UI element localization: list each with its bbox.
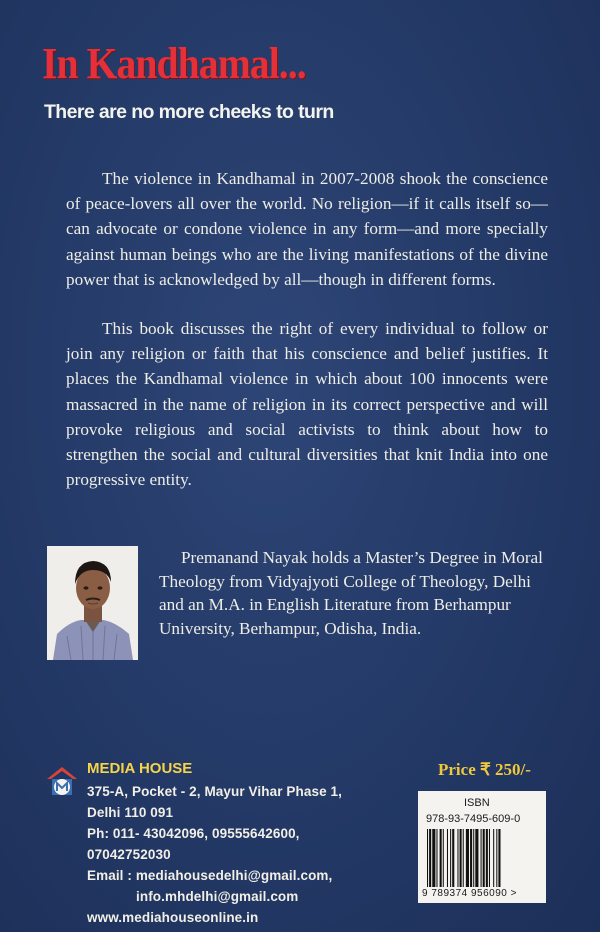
- publisher-address-line-2: Delhi 110 091: [87, 805, 174, 820]
- author-portrait-icon: [47, 546, 138, 660]
- publisher-address-line-1: 375-A, Pocket - 2, Mayur Vihar Phase 1,: [87, 784, 343, 799]
- author-photo: [47, 546, 138, 660]
- barcode-icon: [426, 829, 540, 889]
- publisher-name: MEDIA HOUSE: [87, 760, 193, 777]
- isbn-number: 978-93-7495-609-0: [426, 813, 521, 825]
- barcode-digits: 9 789374 956090 >: [422, 888, 517, 899]
- synopsis-paragraph-2: This book discusses the right of every individual to follow or join any religion or faith that his conscience and belief justifies. It places the Kandhamal violence in which about 100 innocents were massacred in the name of religion in its correct perspective and will provoke religious and social activists to think about how to strengthen the social and cultural diversities that knit India into one progressive entity.: [66, 319, 548, 490]
- book-title: In Kandhamal...: [42, 39, 306, 88]
- isbn-barcode-box: [418, 791, 546, 903]
- synopsis-paragraph-1: The violence in Kandhamal in 2007-2008 shook the conscience of peace-lovers all over the world. No religion—if it calls itself so—can advocate or condone violence in any form—and more specially against human beings who are the living manifestations of the divine power that is acknowledged by all—though in different forms.: [66, 169, 548, 289]
- publisher-email-line-2: info.mhdelhi@gmail.com: [136, 889, 299, 904]
- author-bio: Premanand Nayak holds a Master’s Degree in Moral Theology from Vidyajyoti College of Theology, Delhi and an M.A. in English Literature from Berhampur University, Berhampur, Odisha, India.: [159, 548, 543, 638]
- book-subtitle: There are no more cheeks to turn: [44, 101, 334, 123]
- publisher-phone-line-2: 07042752030: [87, 847, 171, 862]
- price-label: Price ₹ 250/-: [438, 760, 531, 779]
- publisher-email-line-1: Email : mediahousedelhi@gmail.com,: [87, 868, 333, 883]
- isbn-label: ISBN: [464, 797, 490, 809]
- publisher-website: www.mediahouseonline.in: [87, 910, 259, 925]
- publisher-phone-line-1: Ph: 011- 43042096, 09555642600,: [87, 826, 300, 841]
- publisher-logo-icon: [45, 764, 79, 798]
